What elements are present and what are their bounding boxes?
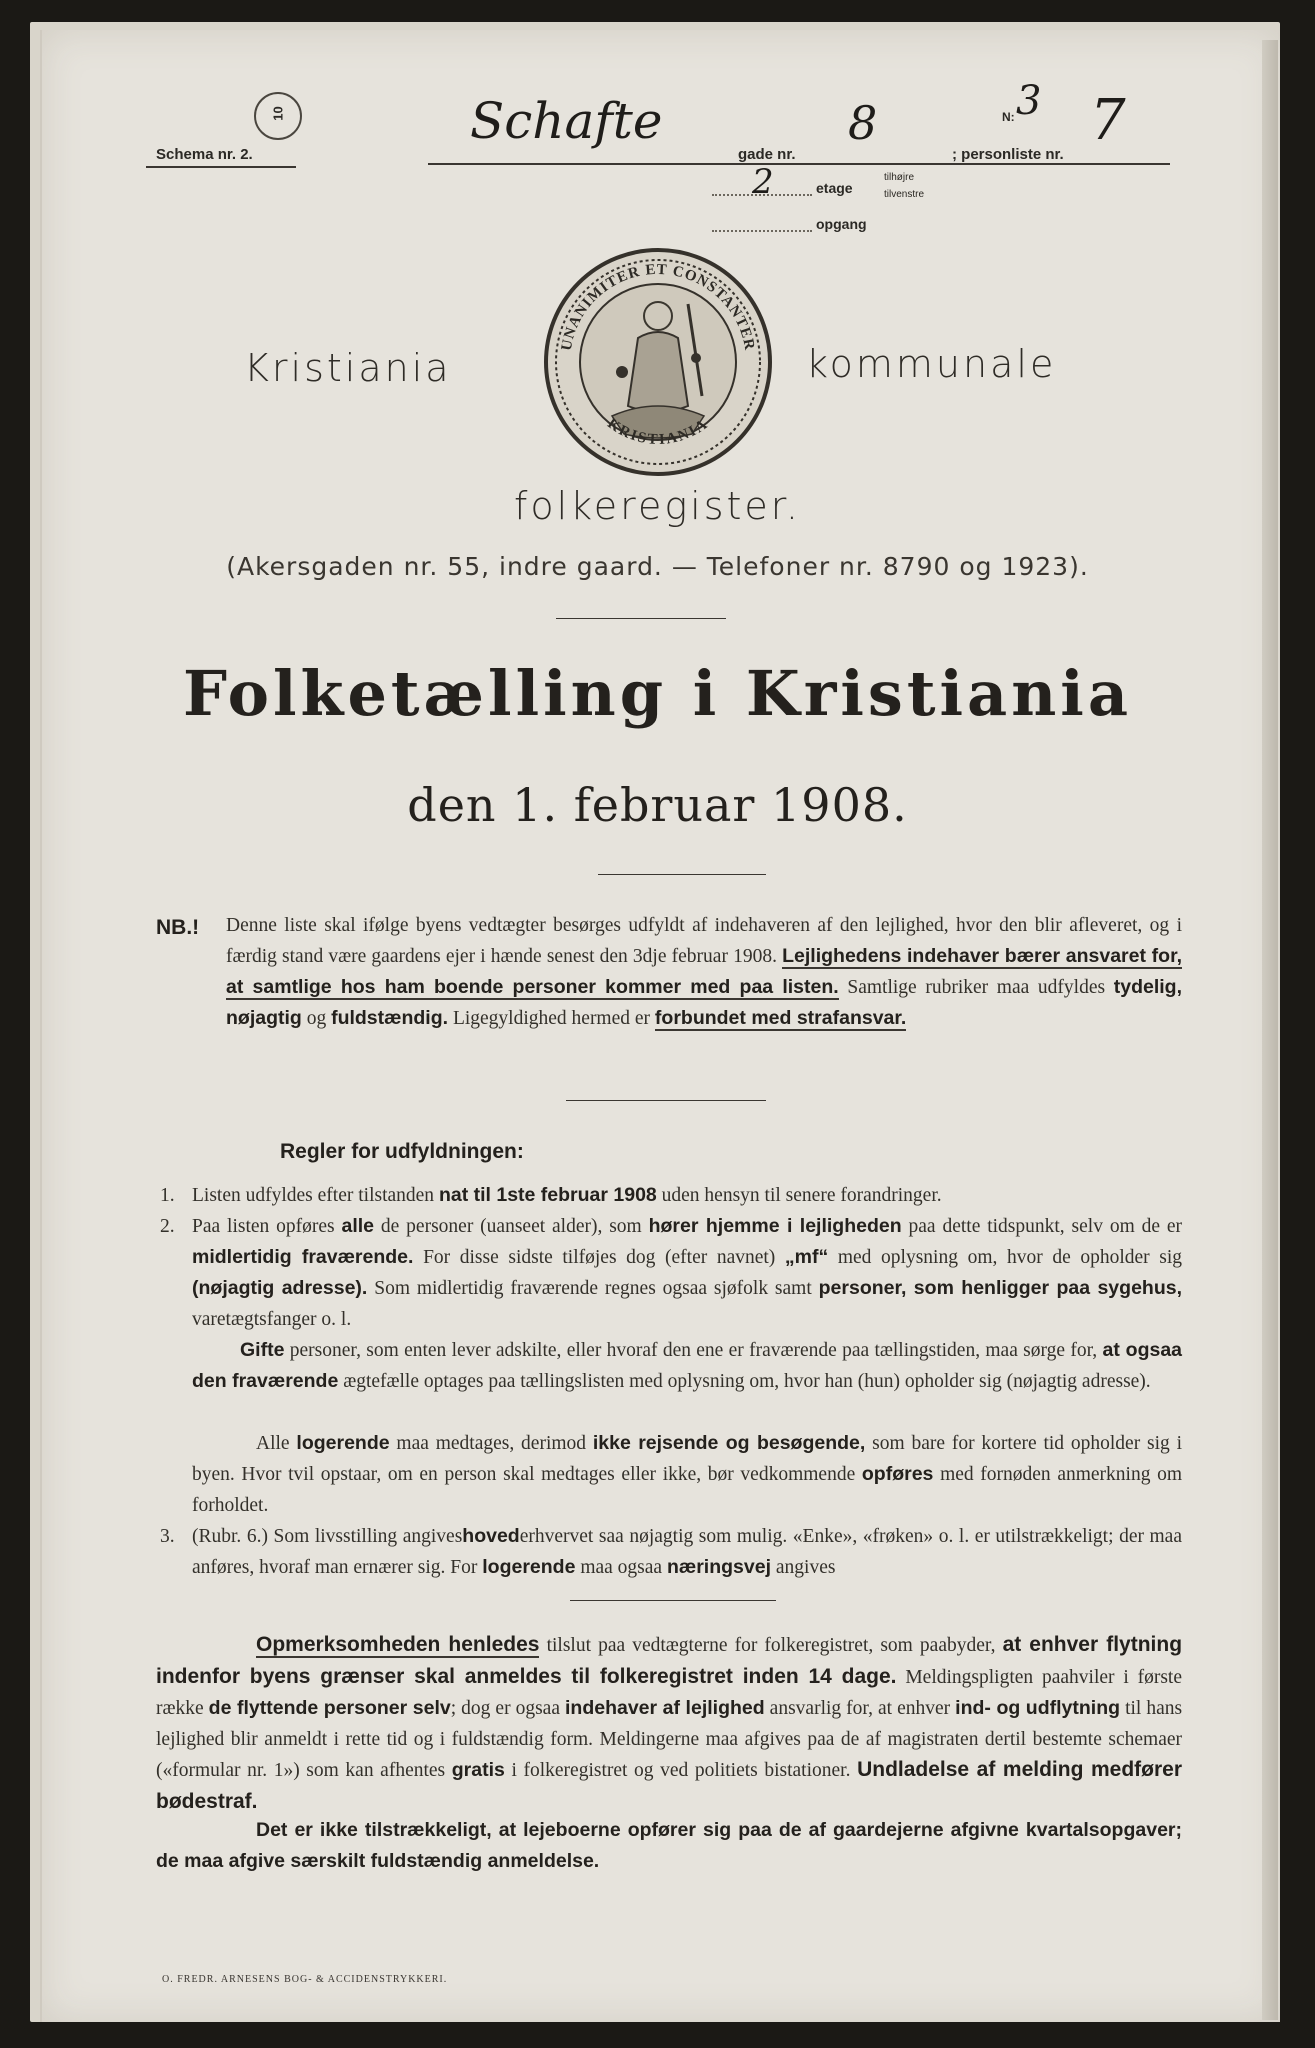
nb-bold-3: fuldstændig. [331, 1007, 449, 1029]
rule-1 [192, 1180, 1182, 1211]
etage-number-handwritten: 2 [752, 162, 774, 202]
nb-bold-2: tydelig, nøjagtig [226, 976, 1183, 1029]
rule-2-bold-f: midlertidig fraværende. [192, 1246, 414, 1268]
notice-bold-e: de flyttende personer selv [208, 1697, 451, 1719]
notice-text-h: ansvarlig for, at enhver [769, 1698, 951, 1719]
opgang-dots [712, 230, 812, 232]
rule-2-text-m: varetægtsfanger o. l. [192, 1309, 352, 1330]
separator-3 [566, 1100, 766, 1101]
rules-heading: Regler for udfyldningen: [280, 1140, 524, 1163]
nr-label: N: [1002, 110, 1015, 124]
authority-left-word: Kristiania [244, 346, 452, 390]
lodgers-bold-f: opføres [861, 1463, 934, 1485]
notice-text-b: tilslut paa vedtægterne for folkeregistret, som paabyder, [546, 1635, 996, 1656]
rule-3-number: 3. [160, 1526, 175, 1547]
svg-text:KRISTIANIA [604, 416, 711, 448]
notice-bold-g: indehaver af lejlighed [565, 1697, 765, 1719]
notice-bold-i: ind- og udflytning [955, 1697, 1121, 1719]
notice-paragraph [156, 1630, 1182, 1818]
rule-2-text-e: paa dette tidspunkt, selv om de er [908, 1216, 1183, 1237]
rule-2-text-a: Paa listen opføres [192, 1216, 335, 1237]
notice-closing [156, 1815, 1182, 1877]
nb-text-1: Denne liste skal ifølge byens vedtægter besørges udfyldt af indehaveren af den lejlighed, hvor den blir afleveret, og i færdig stand være gaardens ejer i hænde senest den 3dje februar 1908. [226, 915, 1182, 967]
authority-address: (Akersgaden nr. 55, indre gaard. — Telefoner nr. 8790 og 1923). [226, 552, 1089, 581]
rule-3-bold-d: logerende [482, 1556, 576, 1578]
married-bold-a: Gifte [240, 1339, 285, 1361]
rule-2-text-g: For disse sidste tilføjes dog (efter navnet) [423, 1247, 776, 1268]
rule-2 [192, 1211, 1182, 1335]
rule-3-bold-b: hoved [462, 1525, 520, 1547]
schema-label: Schema nr. 2. [156, 146, 253, 163]
married-text-d: ægtefælle optages paa tællingslisten med oplysning om, hvor han (hun) opholder sig (nøjagtig adresse). [343, 1371, 1151, 1392]
nb-paragraph [226, 910, 1182, 1034]
rule-2-number: 2. [160, 1216, 175, 1237]
printer-imprint: O. FREDR. ARNESENS BOG- & ACCIDENSTRYKKERI. [162, 1974, 448, 1985]
notice-bold-a: Opmerksomheden henledes [256, 1633, 540, 1656]
rule-1-number: 1. [160, 1185, 175, 1206]
notice-text-j: til hans lejlighed blir anmeldt i rette tid og i fuldstændig form. Meldingerne maa afgives paa de af magistraten dertil bestemte schemaer («formular nr. 1») som kan afhentes [156, 1698, 1183, 1781]
separator-4 [570, 1600, 776, 1601]
lodgers-text-a: Alle [256, 1433, 290, 1454]
notice-text-l: i folkeregistret og ved politiets bistationer. [511, 1760, 851, 1781]
etage-label: etage [816, 180, 853, 196]
nb-bold-4: forbundet med strafansvar. [654, 1007, 907, 1029]
separator-2 [598, 874, 766, 875]
rule-2-bold-j: (nøjagtig adresse). [192, 1277, 368, 1299]
rule-2-lodgers [192, 1428, 1182, 1521]
nb-bold-1: Lejlighedens indehaver bærer ansvaret for, at samtlige hos ham boende personer kommer med paa listen. [226, 945, 1183, 998]
rule-2-bold-b: alle [341, 1215, 375, 1237]
notice-bold-c: at enhver flytning indenfor byens grænser skal anmeldes til folkeregistret inden 14 dage. [156, 1633, 1183, 1688]
married-bold-c: at ogsaa den fraværende [192, 1339, 1183, 1392]
lodgers-bold-d: ikke rejsende og besøgende, [592, 1432, 866, 1454]
notice-text-d: Meldingspligten paahviler i første række [156, 1666, 1183, 1719]
rule-3-text-g: angives [775, 1557, 836, 1578]
header-underline [428, 163, 1170, 165]
census-date: den 1. februar 1908. [407, 778, 908, 832]
etage-dots [712, 194, 812, 196]
authority-right-word: kommunale [806, 342, 1057, 386]
rule-2-bold-l: personer, som henligger paa sygehus, [818, 1277, 1182, 1299]
rule-2-text-k: Som midlertidig fraværende regnes ogsaa sjøfolk samt [374, 1278, 812, 1299]
lodgers-text-e: som bare for kortere tid opholder sig i byen. Hvor tvil opstaar, om en person skal medtages eller ikke, bør vedkommende [192, 1433, 1183, 1485]
gade-label: gade nr. [738, 146, 796, 163]
rule-3 [192, 1521, 1182, 1583]
rule-3-text-c: erhvervet saa nøjagtig som mulig. «Enke», «frøken» o. l. er utilstrækkeligt; der maa anføres, hvoraf man ernærer sig. For [192, 1526, 1182, 1578]
nr-handwritten: 3 [1016, 78, 1042, 124]
rule-2-text-c: de personer (uanseet alder), som [380, 1216, 642, 1237]
personliste-number-handwritten: 7 [1090, 88, 1126, 153]
nb-text-3: og [306, 1008, 327, 1029]
nb-label: NB.! [156, 916, 200, 939]
rule-3-text-e: maa ogsaa [580, 1557, 663, 1578]
rule-1-text-c: uden hensyn til senere forandringer. [661, 1185, 942, 1206]
notice-bold-m: Undladelse af melding medfører bødestraf. [156, 1758, 1182, 1813]
archive-stamp-number: 10 [270, 106, 286, 121]
street-name-handwritten: Schafte [470, 92, 663, 150]
city-seal-lettering [542, 246, 774, 478]
city-seal [542, 246, 774, 478]
schema-underline [146, 166, 296, 168]
married-text-b: personer, som enten lever adskilte, eller hvoraf den ene er fraværende paa tællingstiden, maa sørge for, [289, 1340, 1098, 1361]
notice-bold-k: gratis [451, 1759, 505, 1781]
archive-stamp [254, 92, 302, 140]
tilvenstre-label: tilvenstre [884, 189, 925, 200]
rule-3-text-a: (Rubr. 6.) Som livsstilling angives [192, 1526, 463, 1547]
rule-2-text-i: med oplysning om, hvor de opholder sig [837, 1247, 1183, 1268]
separator-1 [556, 618, 726, 619]
notice-bold-n: Det er ikke tilstrækkeligt, at lejeboerne opfører sig paa de af gaardejerne afgivne kvartalsopgaver; de maa afgive særskilt fuldstændig anmeldelse. [156, 1819, 1182, 1872]
rule-2-bold-h: „mf“ [784, 1246, 829, 1268]
rule-3-bold-f: næringsvej [666, 1556, 771, 1578]
tilhojre-label: tilhøjre [884, 172, 915, 183]
rule-2-bold-d: hører hjemme i lejligheden [648, 1215, 902, 1237]
authority-line2: folkeregister. [513, 484, 802, 528]
gade-number-handwritten: 8 [848, 96, 878, 150]
rule-1-bold: nat til 1ste februar 1908 [438, 1184, 657, 1206]
census-title: Folketælling i Kristiania [182, 657, 1133, 730]
svg-text:UNANIMITER ET CONSTANTER [559, 262, 758, 352]
seal-motto: UNANIMITER ET CONSTANTER [558, 261, 758, 352]
personliste-label: ; personliste nr. [952, 146, 1064, 163]
lodgers-text-g: med fornøden anmerkning om forholdet. [192, 1464, 1183, 1516]
lodgers-bold-b: logerende [296, 1432, 390, 1454]
notice-text-f: ; dog er ogsaa [450, 1698, 560, 1719]
page-edge [1262, 40, 1278, 2020]
nb-text-2: Samtlige rubriker maa udfyldes [847, 977, 1106, 998]
nb-text-4: Ligegyldighed hermed er [452, 1008, 651, 1029]
rule-2-married [192, 1335, 1182, 1397]
rule-1-text-a: Listen udfyldes efter tilstanden [192, 1185, 435, 1206]
opgang-label: opgang [816, 216, 867, 232]
seal-city: KRISTIANIA [604, 415, 712, 449]
lodgers-text-c: maa medtages, derimod [396, 1433, 587, 1454]
